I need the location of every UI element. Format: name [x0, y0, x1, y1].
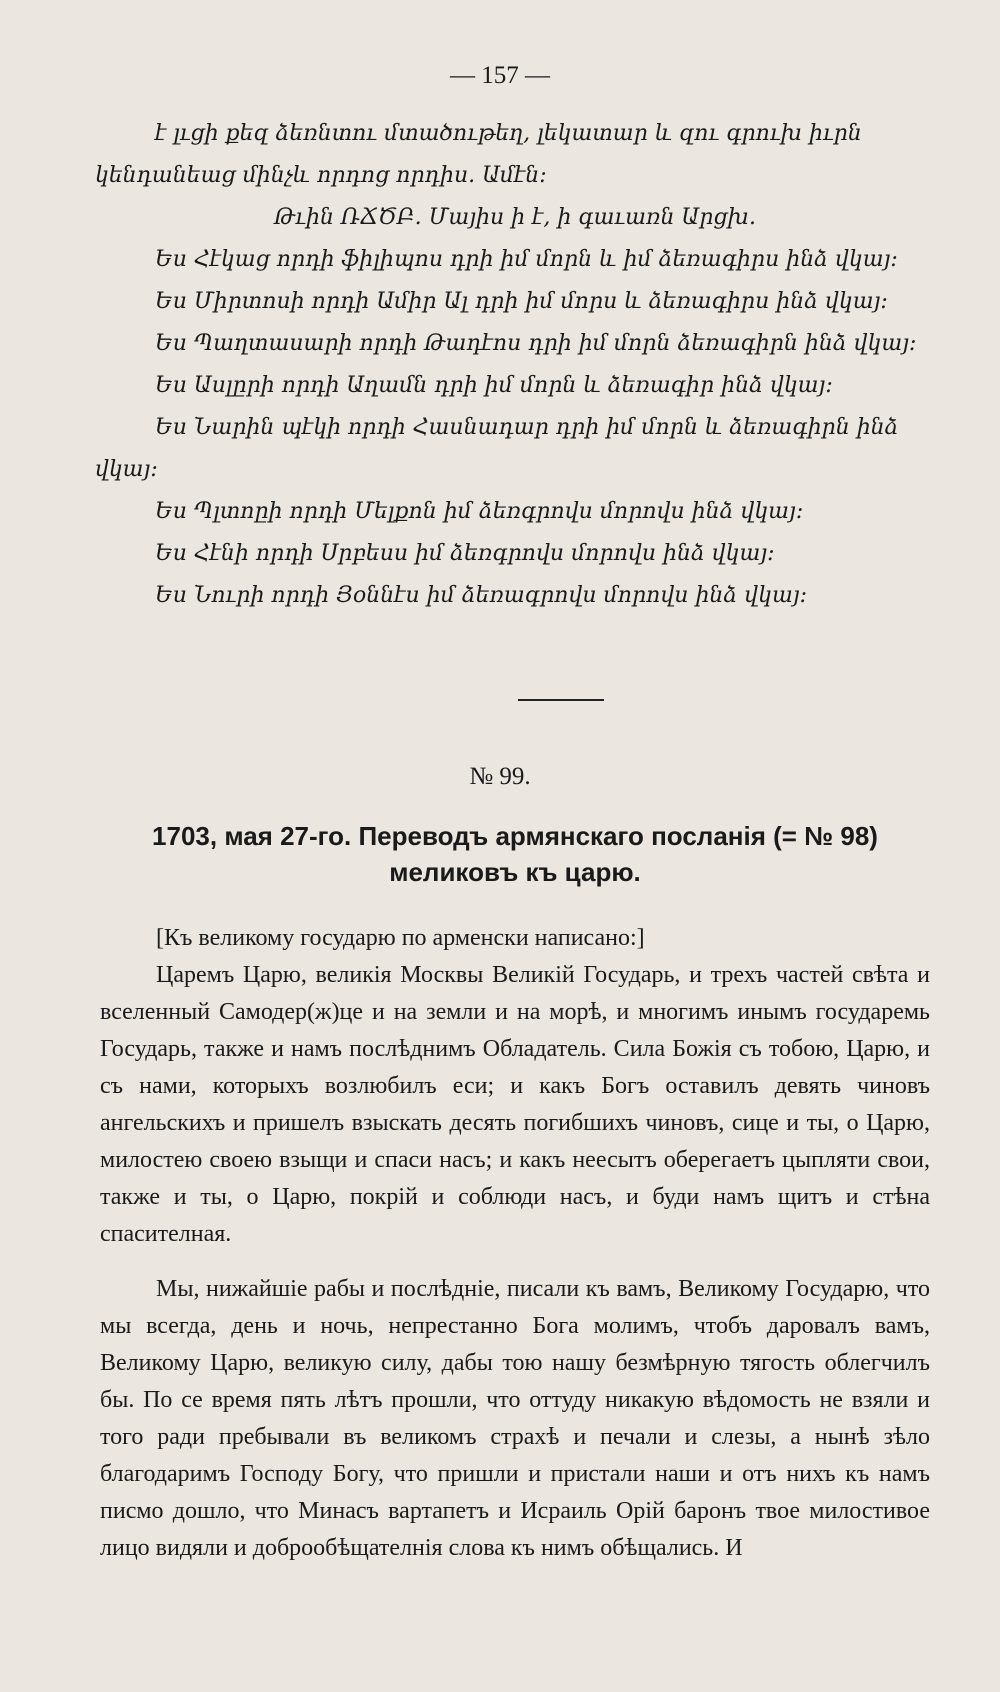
- armenian-date-line: Թւին ՌՃԾԲ. Մայիս ի է, ի գաւառն Արցխ.: [274, 205, 756, 230]
- armenian-paragraph: է լւցի քեզ ձեռնտու մտածութեղ, լեկատար և զու գրուխ իւրն կենդանեաց մինչև որդոց որդիս. Ամէն։: [95, 121, 862, 188]
- page-number: — 157 —: [450, 62, 550, 89]
- armenian-signature: Ես Հէնի որդի Սրբեսս իմ ձեռգրովս մորովս ինձ վկայ։: [155, 541, 775, 566]
- section-divider: [518, 699, 604, 701]
- body-paragraph: Царемъ Царю, великія Москвы Великій Государь, и трехъ частей свѣта и вселенный Самодер(ж)це и на земли и на морѣ, и многимъ инымъ государемь Государь, также и намъ послѣднимъ Обладатель. Сила Божія съ тобою, Царю, и съ нами, которыхъ возлюбилъ еси; и какъ Богъ оставилъ девять чиновъ ангельскихъ и пришелъ взыскать десять погибшихъ чиновъ, сице и ты, о Царю, милостею своею взыщи и спаси насъ; и какъ неесытъ оберегаетъ цыпляти свои, также и ты, о Царю, покрій и соблюди насъ, и буди намъ щитъ и стѣна спасителная.: [100, 962, 930, 1247]
- body-paragraph: [Къ великому государю по армeнски написано:]: [156, 925, 645, 951]
- armenian-signature: Ես Հէկաց որդի ֆիլիպոս դրի իմ մորն և իմ ձեռագիրս ինձ վկայ։: [155, 247, 898, 272]
- armenian-signature: Ես Նուրի որդի Յօննէս իմ ձեռագրովս մորովս ինձ վկայ։: [155, 583, 808, 608]
- document-heading: 1703, мая 27-го. Переводъ армянскаго посланія (= № 98) меликовъ къ царю.: [152, 821, 878, 887]
- document-number: № 99.: [469, 763, 531, 790]
- armenian-signature: Ես Ասլըրի որդի Աղամն դրի իմ մորն և ձեռագիր ինձ վկայ։: [155, 373, 833, 398]
- armenian-signature: Ես Պաղտասարի որդի Թադէոս դրի իմ մորն ձեռագիրն ինձ վկայ։: [155, 331, 917, 356]
- armenian-signature: Ես Նարին պէկի որդի Հասնադար դրի իմ մորն և ձեռագիրն ինձ վկայ։: [95, 415, 899, 482]
- armenian-signature: Ես Պլտոըի որդի Մելքոն իմ ձեռգրովս մորովս ինձ վկայ։: [155, 499, 804, 524]
- body-paragraph: Мы, нижайшіе рабы и послѣдніе, писали къ вамъ, Великому Государю, что мы всегда, день и ночь, непрестанно Бога молимъ, чтобъ даровалъ вамъ, Великому Царю, великую силу, дабы тою нашу безмѣрную тягость облегчилъ бы. По се время пять лѣтъ прошли, что оттуду никакую вѣдомость не взяли и того ради пребывали въ великомъ страхѣ и печали и слезы, а нынѣ зѣло благодаримъ Господу Богу, что пришли и пристали наши и отъ нихъ къ намъ писмо дошло, что Минасъ вартапетъ и Исраиль Орій баронъ твое милостивое лицо видяли и доброобѣщателнія слова къ нимъ обѣщались. И: [100, 1276, 930, 1561]
- armenian-signature: Ես Միրտոսի որդի Ամիր Ալ դրի իմ մորս և ձեռագիրս ինձ վկայ։: [155, 289, 888, 314]
- armenian-text-block: [95, 113, 935, 617]
- russian-text-block: [100, 920, 930, 1567]
